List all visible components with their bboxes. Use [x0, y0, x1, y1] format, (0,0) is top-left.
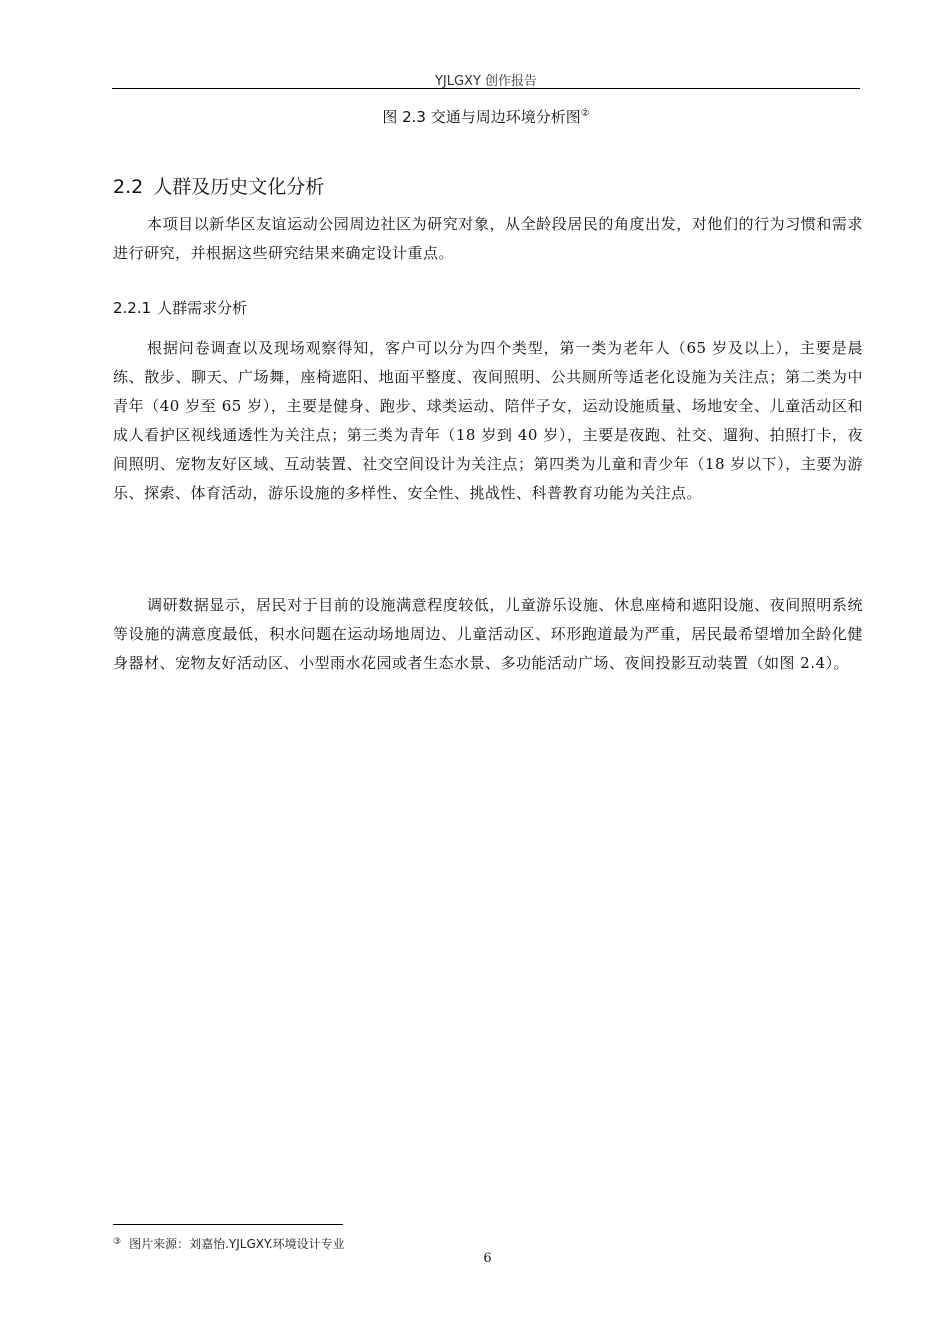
body-paragraph: 根据问卷调查以及现场观察得知，客户可以分为四个类型，第一类为老年人（65 岁及以上），主要是晨练、散步、聊天、广场舞，座椅遮阳、地面平整度、夜间照明、公共厕所等适老化设施为关注点；第二类为中青年（40 岁至 65 岁），主要是健身、跑步、球类运动、陪伴子女，运动设施质量、场地安全、儿童活动区和成人看护区视线通透性为关注点；第三类为青年（18 岁到 40 岁），主要是夜跑、社交、遛狗、拍照打卡，夜间照明、宠物友好区域、互动装置、社交空间设计为关注点；第四类为儿童和青少年（18 岁以下），主要为游乐、探索、体育活动，游乐设施的多样性、安全性、挑战性、科普教育功能为关注点。	[113, 339, 863, 502]
figure-caption-text: 图 2.3 交通与周边环境分析图	[382, 108, 581, 126]
section-number: 2.2	[113, 176, 144, 198]
section-title: 人群及历史文化分析	[153, 176, 325, 198]
footnote-rule	[113, 1224, 343, 1225]
section-intro-paragraph: 本项目以新华区友谊运动公园周边社区为研究对象，从全龄段居民的角度出发，对他们的行为习惯和需求进行研究，并根据这些研究结果来确定设计重点。	[113, 215, 863, 262]
page-number: 6	[483, 1251, 492, 1266]
footnote-mark: ③	[113, 1237, 122, 1247]
header-rule	[112, 88, 860, 89]
body-paragraph: 调研数据显示，居民对于目前的设施满意程度较低，儿童游乐设施、休息座椅和遮阳设施、夜间照明系统等设施的满意度最低，积水问题在运动场地周边、儿童活动区、环形跑道最为严重，居民最希望增加全龄化健身器材、宠物友好活动区、小型雨水花园或者生态水景、多功能活动广场、夜间投影互动装置（如图 2.4）。	[113, 596, 863, 672]
footnote-text: 图片来源：刘嘉怡.YJLGXY.环境设计专业	[129, 1237, 345, 1251]
section-heading	[113, 172, 324, 199]
subsection-heading	[113, 297, 247, 318]
subsection-title: 人群需求分析	[157, 299, 248, 317]
footnote-reference-mark: ②	[580, 108, 590, 119]
footnote	[113, 1235, 345, 1252]
subsection-number: 2.2.1	[113, 299, 152, 317]
page-header: YJLGXY 创作报告	[434, 74, 538, 89]
figure-caption	[112, 106, 860, 127]
